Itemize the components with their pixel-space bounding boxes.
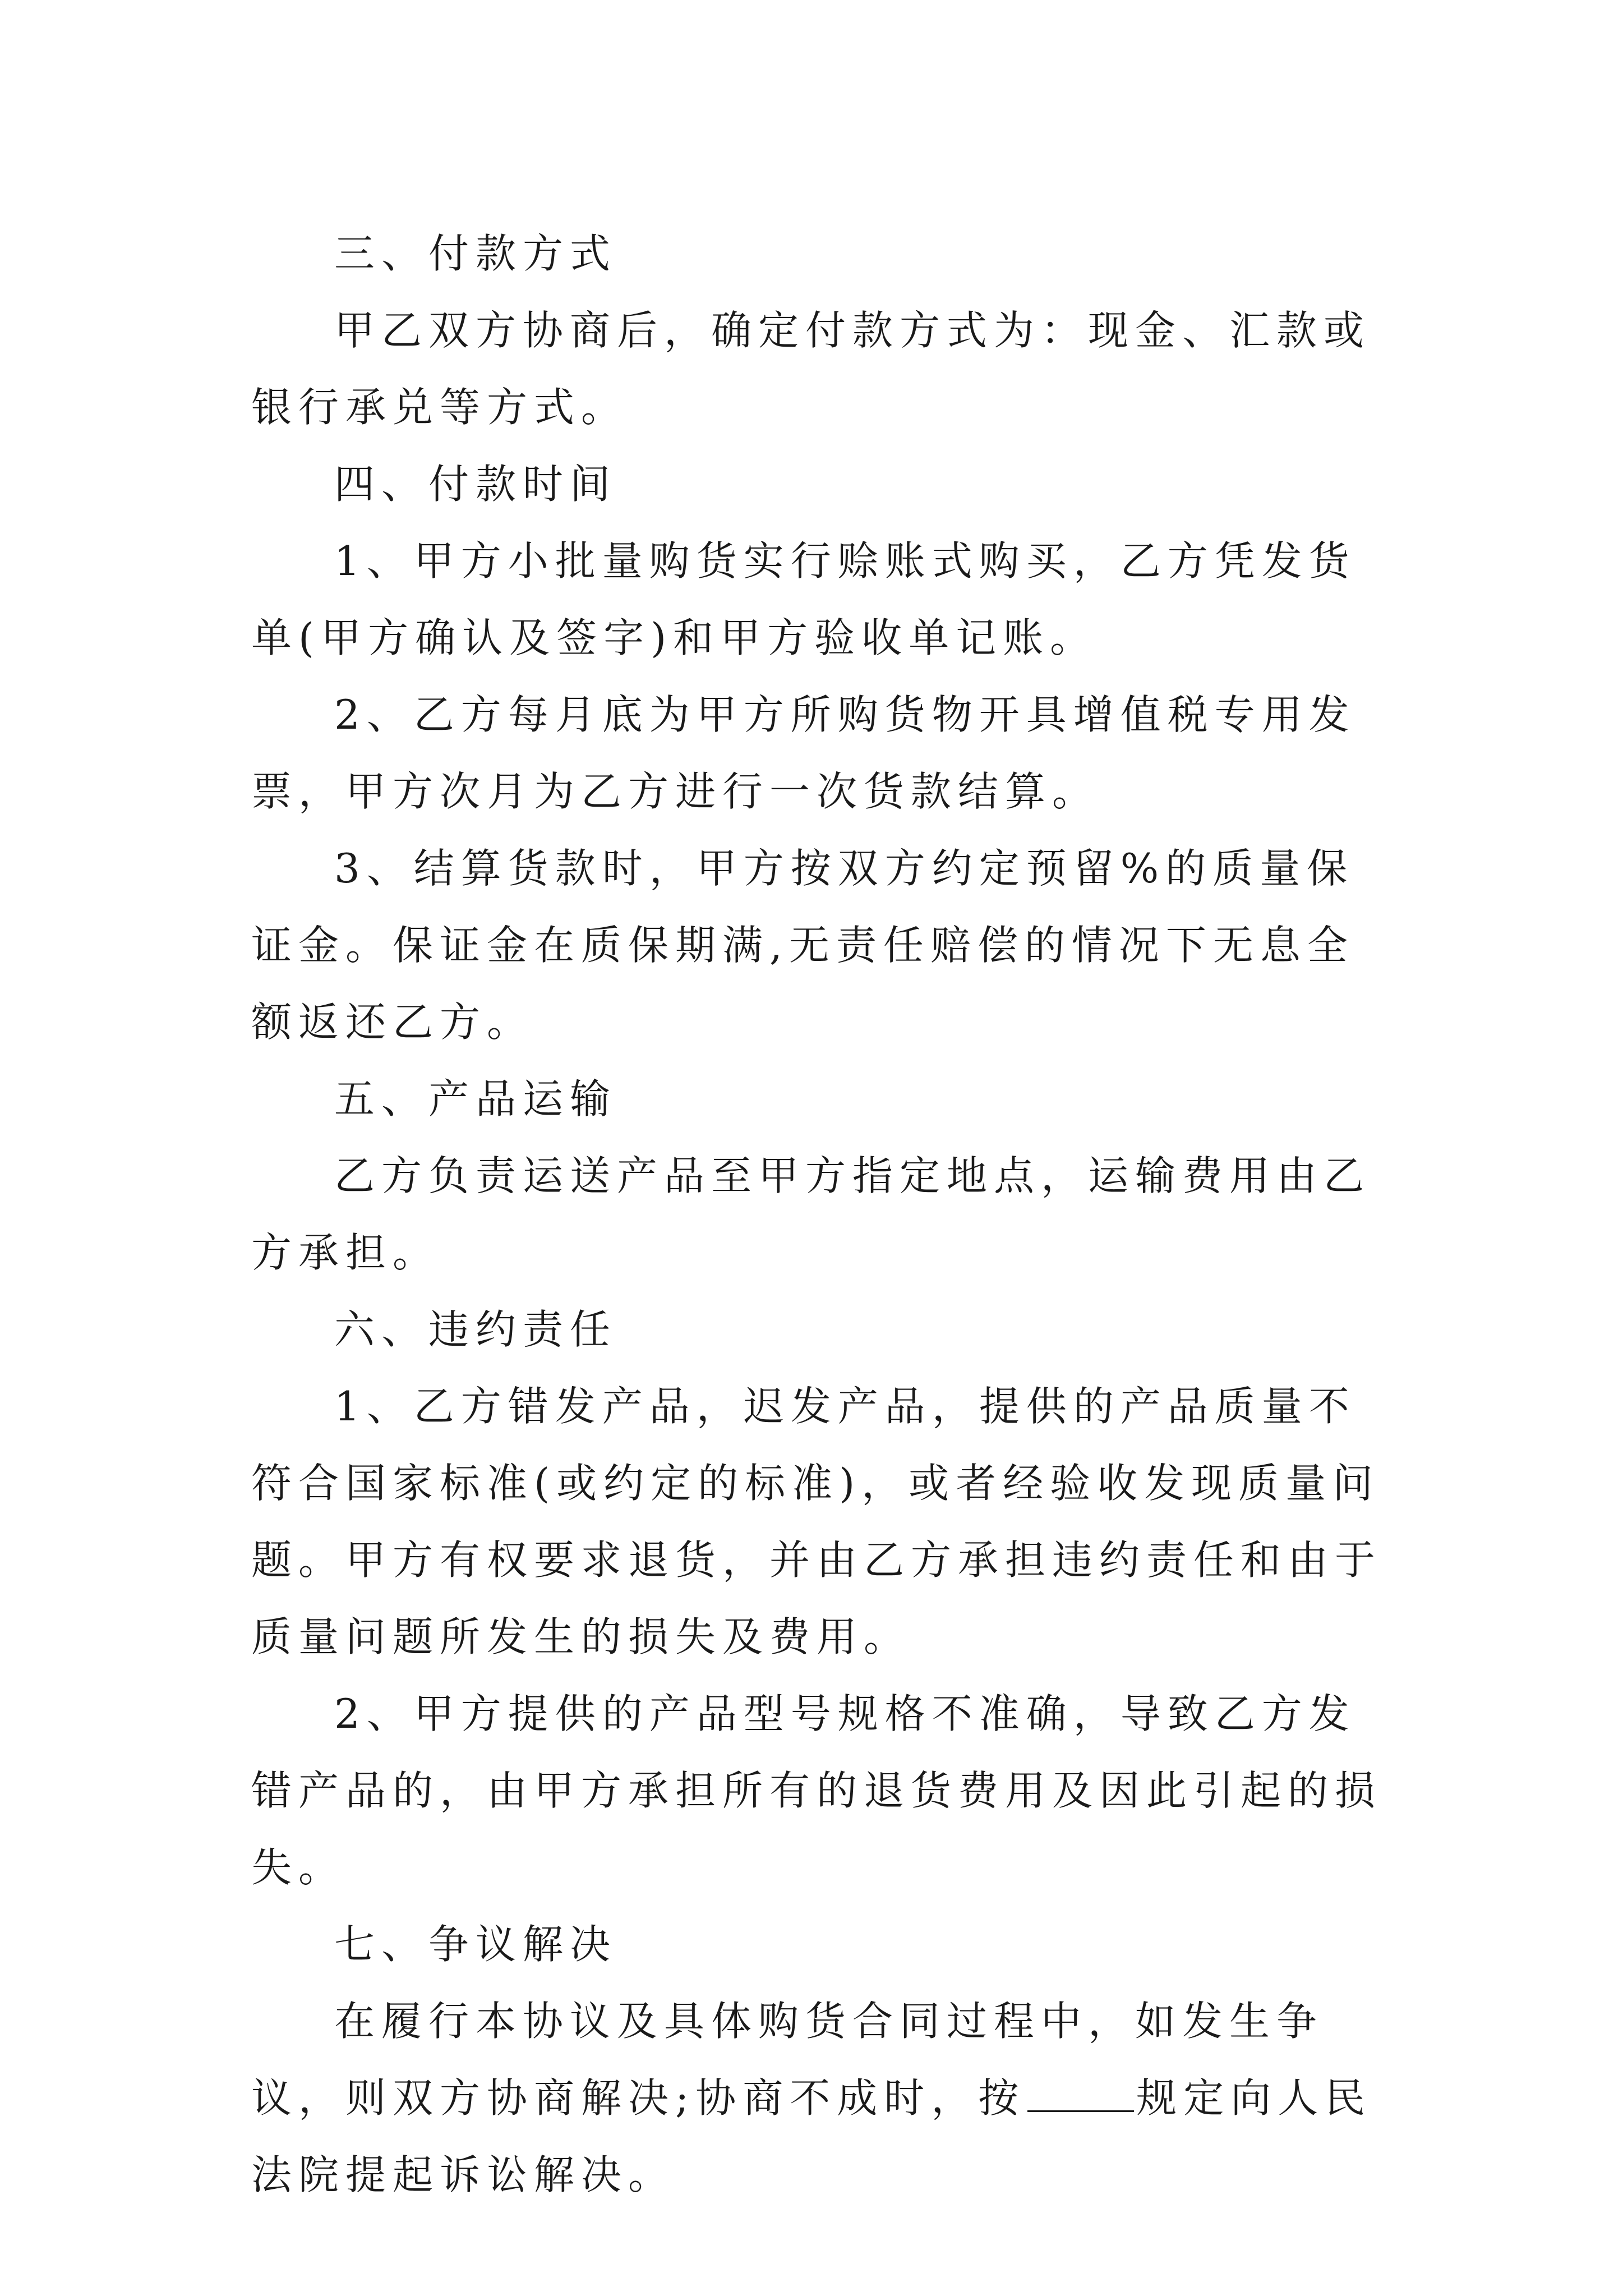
paragraph-payment-method: 甲乙双方协商后，确定付款方式为：现金、汇款或银行承兑等方式。 [251,307,1371,431]
paragraph-liability-2: 2、甲方提供的产品型号规格不准确，导致乙方发错产品的，由甲方承担所有的退货费用及因此引起的损失。 [251,1690,1382,1891]
section-heading-transport: 五、产品运输 [334,1075,617,1122]
section-heading-liability: 六、违约责任 [334,1306,617,1353]
paragraph-dispute [251,1983,1391,2214]
section-heading-payment-method: 三、付款方式 [334,230,617,277]
paragraph-payment-time-1: 1、甲方小批量购货实行赊账式购买，乙方凭发货单(甲方确认及签字)和甲方验收单记账。 [251,537,1356,661]
fill-in-blank-line [1027,2077,1134,2112]
section-heading-payment-time: 四、付款时间 [334,461,617,508]
paragraph-liability-1: 1、乙方错发产品，迟发产品，提供的产品质量不符合国家标准(或约定的标准)，或者经验收发现质量问题。甲方有权要求退货，并由乙方承担违约责任和由于质量问题所发生的损失及费用。 [251,1383,1382,1660]
paragraph-payment-time-2: 2、乙方每月底为甲方所购货物开具增值税专用发票，甲方次月为乙方进行一次货款结算。 [251,691,1356,815]
section-heading-dispute: 七、争议解决 [334,1921,617,1968]
paragraph-dispute-after-blank: 规定向人民法院提起诉讼解决。 [251,2074,1372,2198]
paragraph-payment-time-3: 3、结算货款时，甲方按双方约定预留%的质量保证金。保证金在质保期满,无责任赔偿的情况下无息全额返还乙方。 [251,845,1354,1046]
document-body [251,215,1391,2214]
paragraph-dispute-before-blank: 在履行本协议及具体购货合同过程中，如发生争议，则双方协商解决;协商不成时，按 [251,1998,1324,2122]
paragraph-transport: 乙方负责运送产品至甲方指定地点，运输费用由乙方承担。 [251,1152,1371,1276]
